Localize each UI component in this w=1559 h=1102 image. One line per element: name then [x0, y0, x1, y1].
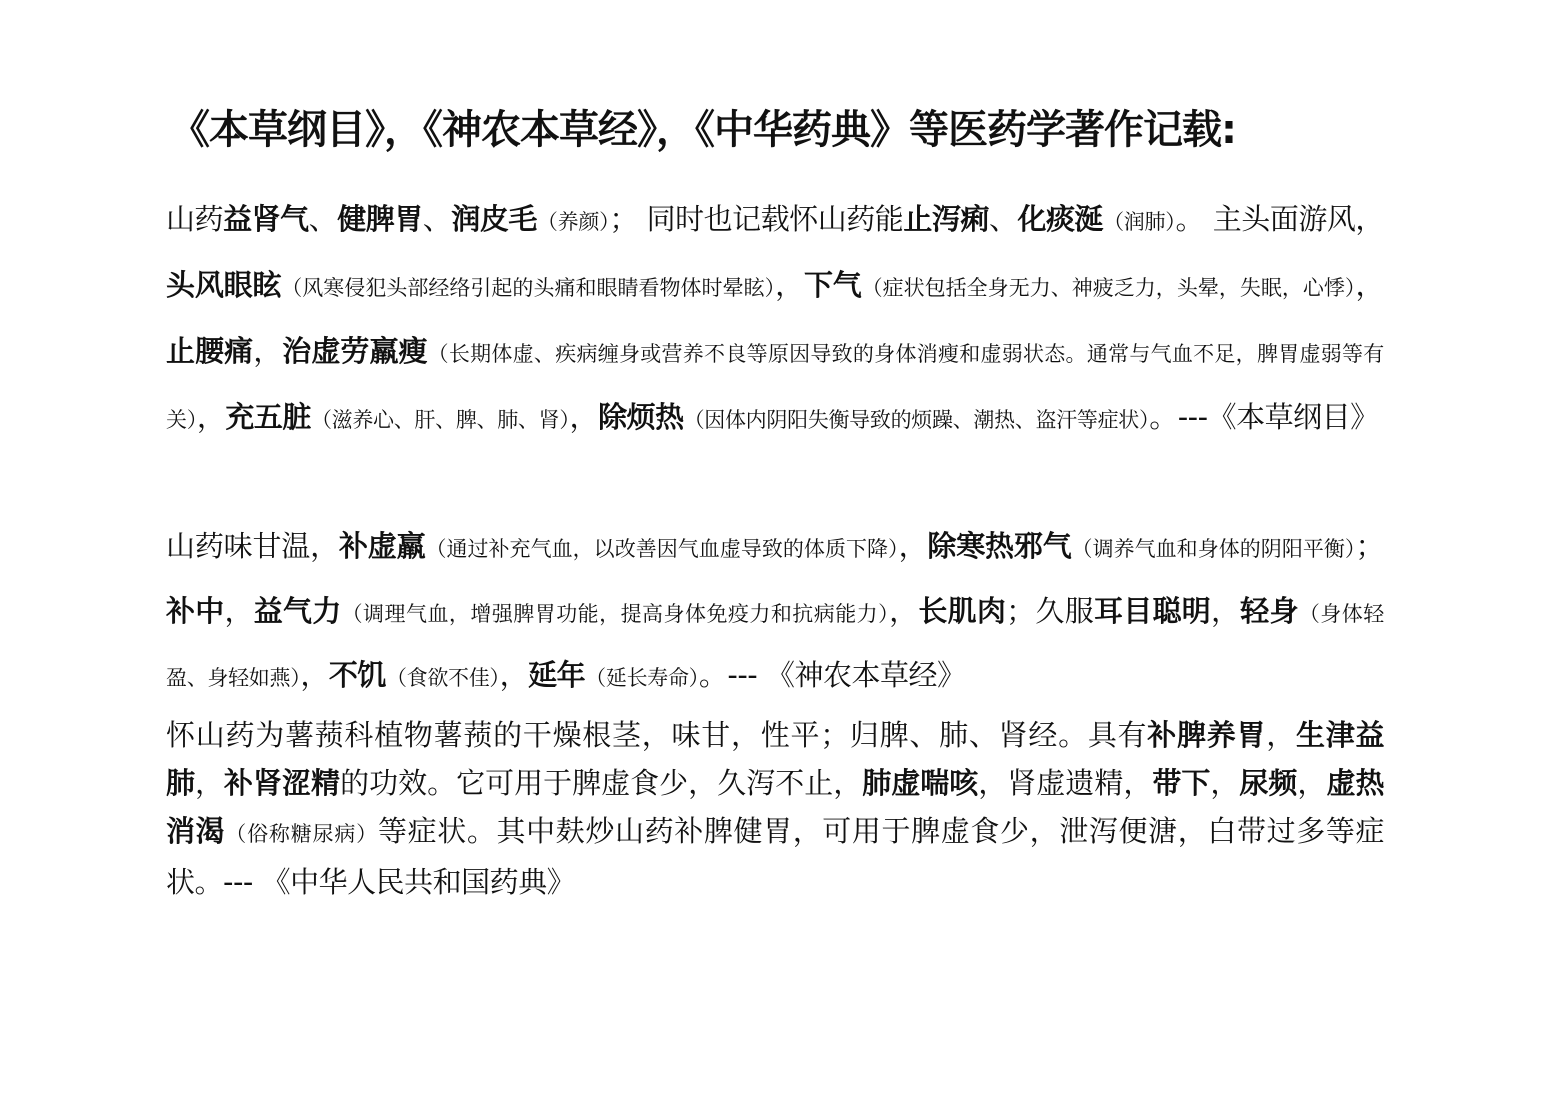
- text-segment: ； 同时也记载怀山药能: [609, 202, 904, 236]
- document-page: [166, 0, 1384, 1102]
- text-segment: ，: [1266, 718, 1296, 752]
- text-segment: ，: [253, 334, 283, 368]
- text-segment: ；: [1355, 529, 1384, 563]
- text-segment: ，: [196, 400, 226, 434]
- bold-term: 补肾涩精: [224, 766, 341, 800]
- text-segment: 。--- 《神农本草经》: [698, 658, 966, 692]
- bold-term: 益气力: [253, 593, 342, 628]
- bold-term: 轻身: [1240, 593, 1299, 628]
- bold-term: 除寒热邪气: [927, 529, 1072, 563]
- document-title: 《本草纲目》，《神农本草经》，《中华药典》等医药学著作记载:: [170, 107, 1236, 153]
- paragraph-zhonghua-yaodian: [166, 711, 1384, 906]
- bold-term: 延年: [528, 658, 586, 692]
- bold-term: 除烦热: [598, 400, 684, 434]
- text-segment: ，: [195, 766, 225, 800]
- text-segment: ，: [775, 268, 804, 302]
- paragraph-bencao-gangmu: [166, 188, 1384, 452]
- bold-term: 止泻痢: [903, 202, 989, 236]
- annotation-note: （风寒侵犯头部经络引起的头痛和眼睛看物体时晕眩）: [281, 276, 776, 300]
- bold-term: 治虚劳羸瘦: [282, 334, 428, 368]
- bold-term: 虚热消渴: [166, 766, 1384, 848]
- text-segment: 、: [988, 202, 1018, 236]
- text-segment: ，: [898, 529, 928, 563]
- text-segment: 。 主头面游风，: [1175, 202, 1384, 236]
- text-segment: ，: [889, 593, 919, 628]
- text-segment: 怀山药为薯蓣科植物薯蓣的干燥根茎，味甘，性平；归脾、肺、肾经。具有: [166, 718, 1148, 752]
- bold-term: 尿频: [1239, 766, 1298, 800]
- text-segment: ，: [1297, 766, 1327, 800]
- text-segment: 等症状。其中麸炒山药补脾健胃，可用于脾虚食少，泄泻便溏，白带过多等症状。--- 《中华人民共和国药典》: [166, 814, 1384, 899]
- text-segment: ，: [499, 658, 529, 692]
- text-segment: 、: [422, 202, 452, 236]
- annotation-note: （通过补充气血，以改善因气血虚导致的体质下降）: [425, 537, 899, 561]
- annotation-note: （滋养心、肝、脾、肺、肾）: [310, 408, 570, 432]
- paragraph-shennong-bencao-jing: [166, 516, 1384, 710]
- text-segment: ，: [1210, 766, 1240, 800]
- bold-term: 头风眼眩: [166, 268, 282, 302]
- bold-term: 补脾养胃: [1147, 718, 1267, 752]
- bold-term: 化痰涎: [1017, 202, 1104, 236]
- text-segment: ，: [1211, 593, 1241, 628]
- annotation-note: （长期体虚、疾病缠身或营养不良等原因导致的身体消瘦和虚弱状态。通常与气血不足，脾胃虚弱等有关）: [166, 342, 1384, 432]
- bold-term: 肺虚喘咳: [862, 766, 979, 800]
- text-segment: 山药: [166, 202, 224, 236]
- bold-term: 生津益肺: [166, 718, 1384, 800]
- bold-term: 补虚羸: [338, 529, 426, 563]
- bold-term: 益肾气: [223, 202, 309, 236]
- bold-term: 带下: [1152, 766, 1211, 800]
- annotation-note: （延长寿命）: [585, 666, 699, 690]
- text-segment: ，肾虚遗精，: [978, 766, 1153, 800]
- annotation-note: （润肺）: [1103, 210, 1176, 234]
- annotation-note: （因体内阴阳失衡导致的烦躁、潮热、盗汗等症状）: [683, 408, 1150, 432]
- text-segment: ，: [569, 400, 599, 434]
- bold-term: 补中: [166, 593, 225, 628]
- text-segment: 山药味甘温，: [166, 529, 339, 563]
- text-segment: ；久服: [1006, 593, 1094, 628]
- annotation-note: （俗称糖尿病）: [225, 822, 378, 846]
- text-segment: ，: [300, 658, 329, 692]
- text-segment: ，: [1355, 268, 1384, 302]
- bold-term: 长肌肉: [918, 593, 1007, 628]
- annotation-note: （症状包括全身无力、神疲乏力，头晕，失眠，心悸）: [861, 276, 1356, 300]
- bold-term: 不饥: [328, 658, 386, 692]
- bold-term: 下气: [803, 268, 862, 302]
- annotation-note: （食欲不佳）: [385, 666, 500, 690]
- text-segment: 的功效。它可用于脾虚食少，久泻不止，: [340, 766, 863, 800]
- annotation-note: （身体轻盈、身轻如燕）: [166, 601, 1384, 690]
- annotation-note: （调养气血和身体的阴阳平衡）: [1071, 537, 1356, 561]
- bold-term: 健脾胃: [337, 202, 423, 236]
- bold-term: 耳目聪明: [1093, 593, 1212, 628]
- text-segment: ，: [224, 593, 254, 628]
- text-segment: 、: [308, 202, 338, 236]
- bold-term: 止腰痛: [166, 334, 254, 368]
- text-segment: 。---《本草纲目》: [1149, 400, 1379, 434]
- annotation-note: （调理气血，增强脾胃功能，提高身体免疫力和抗病能力）: [341, 601, 890, 626]
- bold-term: 充五脏: [225, 400, 311, 434]
- annotation-note: （养颜）: [536, 210, 610, 234]
- bold-term: 润皮毛: [451, 202, 537, 236]
